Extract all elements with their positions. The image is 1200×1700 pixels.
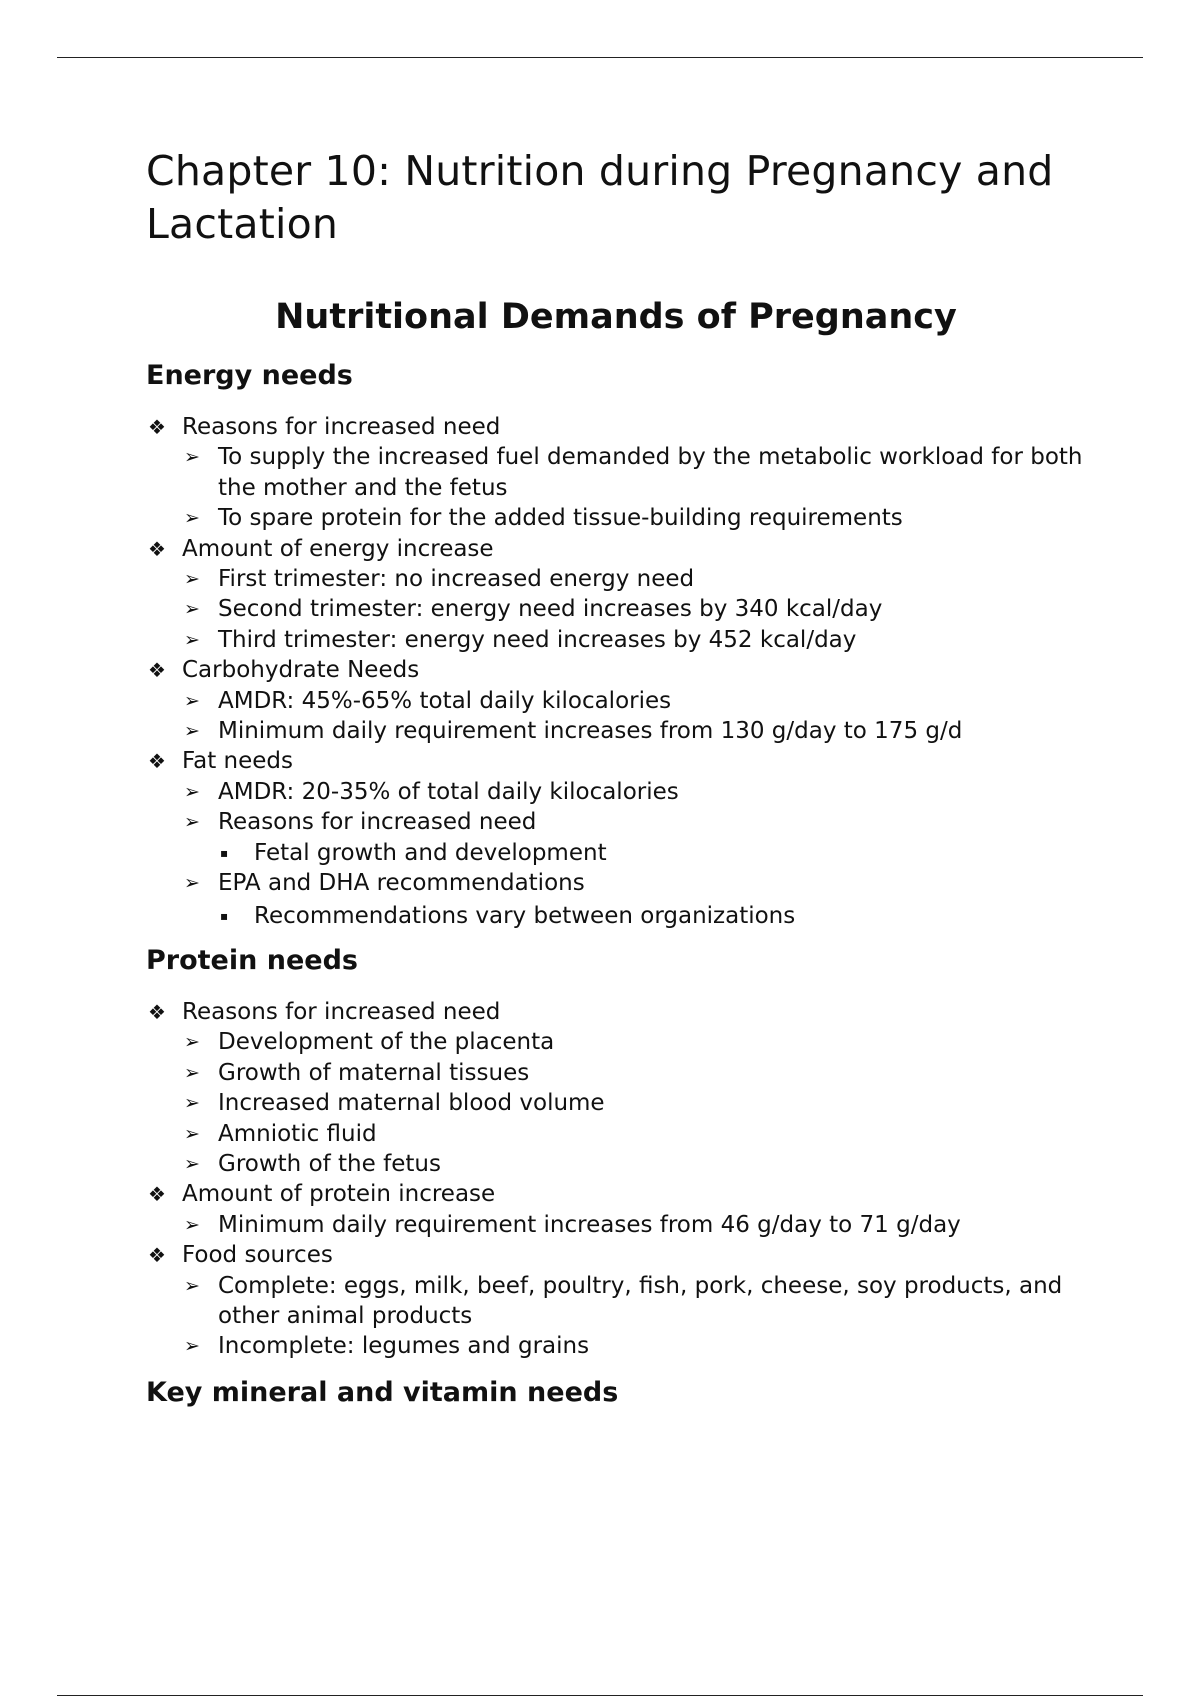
list-item: ❖ Reasons for increased need <box>146 412 1086 442</box>
arrow-bullet-icon: ➢ <box>184 1031 200 1054</box>
minerals-vitamins-heading: Key mineral and vitamin needs <box>146 1377 619 1408</box>
arrow-bullet-icon: ➢ <box>184 628 200 651</box>
list-item: ❖ Amount of protein increase <box>146 1179 1086 1209</box>
list-item: ➢ Amniotic fluid <box>146 1119 1086 1149</box>
arrow-bullet-icon: ➢ <box>184 811 200 834</box>
list-item: ➢ To spare protein for the added tissue-building requirements <box>146 503 1086 533</box>
arrow-bullet-icon: ➢ <box>184 598 200 621</box>
square-bullet-icon: ▪ <box>220 908 229 923</box>
arrow-bullet-icon: ➢ <box>184 1061 200 1084</box>
list-item: ❖ Food sources <box>146 1240 1086 1270</box>
list-item: ➢ AMDR: 45%-65% total daily kilocalories <box>146 686 1086 716</box>
diamond-bullet-icon: ❖ <box>148 1182 166 1207</box>
arrow-bullet-icon: ➢ <box>184 507 200 530</box>
arrow-bullet-icon: ➢ <box>184 1213 200 1236</box>
list-item: ➢ Development of the placenta <box>146 1027 1086 1057</box>
protein-needs-heading: Protein needs <box>146 945 358 976</box>
list-item: ➢ Third trimester: energy need increases by 452 kcal/day <box>146 625 1086 655</box>
section-title: Nutritional Demands of Pregnancy <box>275 297 957 337</box>
arrow-bullet-icon: ➢ <box>184 1153 200 1176</box>
arrow-bullet-icon: ➢ <box>184 1274 200 1297</box>
square-bullet-icon: ▪ <box>220 845 229 860</box>
energy-needs-list <box>146 412 1086 931</box>
arrow-bullet-icon: ➢ <box>184 1122 200 1145</box>
list-item: ➢ AMDR: 20-35% of total daily kilocalories <box>146 777 1086 807</box>
arrow-bullet-icon: ➢ <box>184 689 200 712</box>
arrow-bullet-icon: ➢ <box>184 872 200 895</box>
list-item: ➢ Second trimester: energy need increases by 340 kcal/day <box>146 594 1086 624</box>
chapter-title: Chapter 10: Nutrition during Pregnancy and Lactation <box>146 147 1054 248</box>
list-item: ❖ Amount of energy increase <box>146 534 1086 564</box>
arrow-bullet-icon: ➢ <box>184 720 200 743</box>
diamond-bullet-icon: ❖ <box>148 658 166 683</box>
list-item: ➢ Complete: eggs, milk, beef, poultry, fish, pork, cheese, soy products, and other animal products <box>184 1272 1063 1330</box>
energy-needs-heading: Energy needs <box>146 360 353 391</box>
bottom-rule <box>57 1695 1143 1696</box>
list-item: ➢ Growth of the fetus <box>146 1149 1086 1179</box>
document-content <box>146 145 1086 1408</box>
list-item: ➢ Minimum daily requirement increases from 130 g/day to 175 g/d <box>146 716 1086 746</box>
arrow-bullet-icon: ➢ <box>184 446 200 469</box>
protein-needs-list <box>146 997 1086 1362</box>
list-item: ➢ Growth of maternal tissues <box>146 1058 1086 1088</box>
arrow-bullet-icon: ➢ <box>184 1335 200 1358</box>
list-item: ➢ Minimum daily requirement increases from 46 g/day to 71 g/day <box>146 1210 1086 1240</box>
list-item: ❖ Reasons for increased need <box>146 997 1086 1027</box>
top-rule <box>57 57 1143 58</box>
diamond-bullet-icon: ❖ <box>148 1243 166 1268</box>
arrow-bullet-icon: ➢ <box>184 780 200 803</box>
arrow-bullet-icon: ➢ <box>184 1092 200 1115</box>
diamond-bullet-icon: ❖ <box>148 415 166 439</box>
arrow-bullet-icon: ➢ <box>184 568 200 591</box>
list-item: ➢ Incomplete: legumes and grains <box>146 1331 1086 1361</box>
diamond-bullet-icon: ❖ <box>148 1000 166 1024</box>
diamond-bullet-icon: ❖ <box>148 749 166 774</box>
list-item: ▪ Fetal growth and development <box>146 838 1086 868</box>
list-item: ➢ EPA and DHA recommendations <box>146 868 1086 898</box>
list-item: ▪ Recommendations vary between organizations <box>146 901 1086 931</box>
list-item: ❖ Carbohydrate Needs <box>146 655 1086 685</box>
diamond-bullet-icon: ❖ <box>148 536 166 561</box>
list-item: ➢ To supply the increased fuel demanded by the metabolic workload for both the mother and the fetus <box>184 444 1083 501</box>
list-item: ➢ Increased maternal blood volume <box>146 1088 1086 1118</box>
list-item: ❖ Fat needs <box>146 746 1086 776</box>
list-item: ➢ First trimester: no increased energy need <box>146 564 1086 594</box>
list-item: ➢ Reasons for increased need <box>146 807 1086 837</box>
